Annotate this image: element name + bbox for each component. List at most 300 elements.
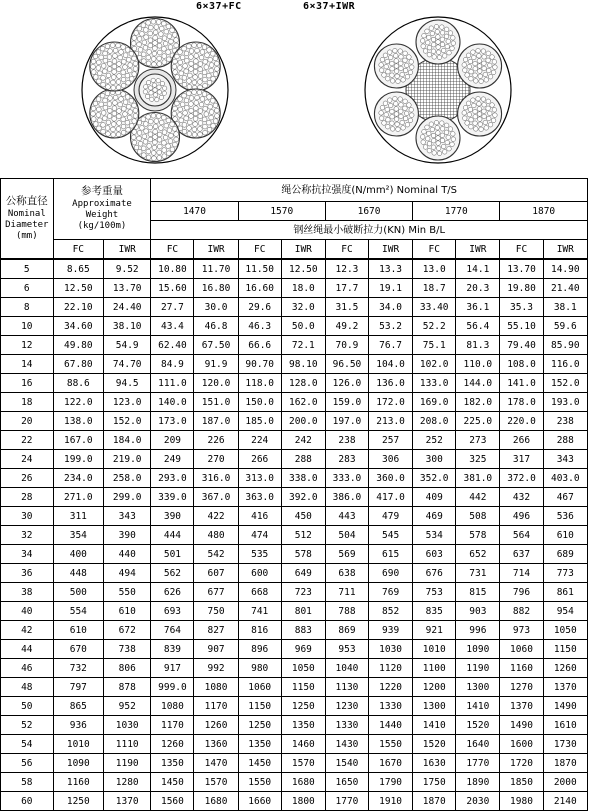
value-cell: 299.0: [104, 488, 151, 507]
strength-header: [151, 179, 588, 202]
value-cell: 9.52: [104, 259, 151, 279]
value-cell: 390: [151, 507, 194, 526]
value-cell: 1050: [543, 621, 587, 640]
value-cell: 1110: [104, 735, 151, 754]
value-cell: 504: [325, 526, 368, 545]
value-cell: 554: [53, 602, 103, 621]
value-cell: 670: [53, 640, 103, 659]
value-cell: 443: [325, 507, 368, 526]
value-cell: 288: [281, 450, 325, 469]
value-cell: 816: [238, 621, 281, 640]
iwr-figure-title: 6×37+IWR: [303, 1, 356, 12]
value-cell: 711: [325, 583, 368, 602]
value-cell: 213.0: [369, 412, 413, 431]
diameter-cell: 24: [1, 450, 54, 469]
value-cell: 32.0: [281, 298, 325, 317]
value-cell: 753: [413, 583, 456, 602]
grade-1570-fc-header: FC: [238, 240, 281, 260]
value-cell: 480: [194, 526, 238, 545]
strength-header-text: 绳公称抗拉强度(N/mm²) Nominal T/S: [281, 184, 458, 196]
value-cell: 182.0: [456, 393, 500, 412]
value-cell: 162.0: [281, 393, 325, 412]
value-cell: 306: [369, 450, 413, 469]
table-row: [1, 640, 588, 659]
table-row: [1, 659, 588, 678]
table-row: [1, 526, 588, 545]
value-cell: 1870: [413, 792, 456, 811]
strand-icon: [458, 92, 502, 136]
value-cell: 992: [194, 659, 238, 678]
value-cell: 1300: [456, 678, 500, 697]
value-cell: 1520: [413, 735, 456, 754]
value-cell: 75.1: [413, 336, 456, 355]
table-row: [1, 735, 588, 754]
value-cell: 225.0: [456, 412, 500, 431]
breaking-load-header-text: 钢丝绳最小破断拉力(KN) Min B/L: [293, 224, 446, 236]
value-cell: 74.70: [104, 355, 151, 374]
value-cell: 764: [151, 621, 194, 640]
value-cell: 13.70: [500, 259, 543, 279]
value-cell: 1350: [238, 735, 281, 754]
value-cell: 18.7: [413, 279, 456, 298]
table-row: [1, 279, 588, 298]
value-cell: 14.1: [456, 259, 500, 279]
value-cell: 1080: [151, 697, 194, 716]
value-cell: 34.0: [369, 298, 413, 317]
value-cell: 610: [104, 602, 151, 621]
value-cell: 773: [543, 564, 587, 583]
value-cell: 1120: [369, 659, 413, 678]
strand-icon: [374, 92, 418, 136]
diameter-cell: 18: [1, 393, 54, 412]
value-cell: 43.4: [151, 317, 194, 336]
value-cell: 94.5: [104, 374, 151, 393]
value-cell: 8.65: [53, 259, 103, 279]
value-cell: 333.0: [325, 469, 368, 488]
value-cell: 317: [500, 450, 543, 469]
value-cell: 607: [194, 564, 238, 583]
value-cell: 448: [53, 564, 103, 583]
value-cell: 98.10: [281, 355, 325, 374]
table-body: [1, 259, 588, 811]
value-cell: 300: [413, 450, 456, 469]
value-cell: 440: [104, 545, 151, 564]
diameter-cell: 14: [1, 355, 54, 374]
value-cell: 1260: [543, 659, 587, 678]
value-cell: 422: [194, 507, 238, 526]
weight-iwr-header: IWR: [104, 240, 151, 260]
value-cell: 732: [53, 659, 103, 678]
value-cell: 1440: [369, 716, 413, 735]
table-row: [1, 412, 588, 431]
value-cell: 1370: [500, 697, 543, 716]
grade-1770-fc-header: FC: [413, 240, 456, 260]
value-cell: 81.3: [456, 336, 500, 355]
diameter-header-cn: 公称直径: [5, 194, 48, 207]
value-cell: 839: [151, 640, 194, 659]
value-cell: 1520: [456, 716, 500, 735]
value-cell: 1660: [238, 792, 281, 811]
value-cell: 1790: [369, 773, 413, 792]
value-cell: 508: [456, 507, 500, 526]
value-cell: 1030: [104, 716, 151, 735]
value-cell: 16.60: [238, 279, 281, 298]
value-cell: 293.0: [151, 469, 194, 488]
value-cell: 360.0: [369, 469, 413, 488]
value-cell: 536: [543, 507, 587, 526]
value-cell: 13.3: [369, 259, 413, 279]
value-cell: 1410: [413, 716, 456, 735]
value-cell: 197.0: [325, 412, 368, 431]
value-cell: 496: [500, 507, 543, 526]
value-cell: 133.0: [413, 374, 456, 393]
weight-header: [53, 179, 151, 240]
value-cell: 55.10: [500, 317, 543, 336]
value-cell: 652: [456, 545, 500, 564]
value-cell: 996: [456, 621, 500, 640]
value-cell: 313.0: [238, 469, 281, 488]
value-cell: 1850: [500, 773, 543, 792]
value-cell: 1330: [369, 697, 413, 716]
value-cell: 1040: [325, 659, 368, 678]
value-cell: 22.10: [53, 298, 103, 317]
diameter-cell: 28: [1, 488, 54, 507]
diameter-cell: 30: [1, 507, 54, 526]
value-cell: 1170: [194, 697, 238, 716]
value-cell: 903: [456, 602, 500, 621]
value-cell: 469: [413, 507, 456, 526]
diameter-cell: 38: [1, 583, 54, 602]
value-cell: 24.40: [104, 298, 151, 317]
value-cell: 1330: [325, 716, 368, 735]
diameter-cell: 46: [1, 659, 54, 678]
breaking-load-table: [0, 178, 588, 811]
table-row: [1, 507, 588, 526]
value-cell: 1910: [369, 792, 413, 811]
value-cell: 72.1: [281, 336, 325, 355]
value-cell: 234.0: [53, 469, 103, 488]
value-cell: 116.0: [543, 355, 587, 374]
table-row: [1, 545, 588, 564]
value-cell: 1160: [500, 659, 543, 678]
value-cell: 70.9: [325, 336, 368, 355]
value-cell: 271.0: [53, 488, 103, 507]
value-cell: 88.6: [53, 374, 103, 393]
value-cell: 199.0: [53, 450, 103, 469]
value-cell: 1350: [151, 754, 194, 773]
value-cell: 444: [151, 526, 194, 545]
value-cell: 367.0: [194, 488, 238, 507]
value-cell: 564: [500, 526, 543, 545]
value-cell: 120.0: [194, 374, 238, 393]
value-cell: 1100: [413, 659, 456, 678]
value-cell: 193.0: [543, 393, 587, 412]
value-cell: 372.0: [500, 469, 543, 488]
value-cell: 432: [500, 488, 543, 507]
value-cell: 677: [194, 583, 238, 602]
diameter-cell: 40: [1, 602, 54, 621]
value-cell: 16.80: [194, 279, 238, 298]
value-cell: 896: [238, 640, 281, 659]
value-cell: 865: [53, 697, 103, 716]
value-cell: 316.0: [194, 469, 238, 488]
value-cell: 187.0: [194, 412, 238, 431]
value-cell: 542: [194, 545, 238, 564]
value-cell: 1680: [281, 773, 325, 792]
value-cell: 30.0: [194, 298, 238, 317]
value-cell: 224: [238, 431, 281, 450]
value-cell: 1680: [194, 792, 238, 811]
value-cell: 1150: [238, 697, 281, 716]
value-cell: 1410: [456, 697, 500, 716]
value-cell: 136.0: [369, 374, 413, 393]
value-cell: 1270: [500, 678, 543, 697]
value-cell: 91.9: [194, 355, 238, 374]
value-cell: 386.0: [325, 488, 368, 507]
grade-1470-iwr-header: IWR: [194, 240, 238, 260]
value-cell: 1370: [543, 678, 587, 697]
value-cell: 1720: [500, 754, 543, 773]
value-cell: 939: [369, 621, 413, 640]
value-cell: 1470: [194, 754, 238, 773]
value-cell: 1130: [325, 678, 368, 697]
value-cell: 363.0: [238, 488, 281, 507]
diameter-cell: 44: [1, 640, 54, 659]
value-cell: 67.80: [53, 355, 103, 374]
value-cell: 1630: [413, 754, 456, 773]
value-cell: 79.40: [500, 336, 543, 355]
value-cell: 238: [543, 412, 587, 431]
value-cell: 907: [194, 640, 238, 659]
value-cell: 512: [281, 526, 325, 545]
strand-icon: [90, 42, 139, 91]
value-cell: 173.0: [151, 412, 194, 431]
value-cell: 1200: [413, 678, 456, 697]
value-cell: 1010: [53, 735, 103, 754]
value-cell: 750: [194, 602, 238, 621]
value-cell: 714: [500, 564, 543, 583]
value-cell: 1570: [281, 754, 325, 773]
table-row: [1, 754, 588, 773]
grade-1570-iwr-header: IWR: [281, 240, 325, 260]
value-cell: 1080: [194, 678, 238, 697]
value-cell: 1450: [151, 773, 194, 792]
value-cell: 731: [456, 564, 500, 583]
rope-cross-section-fc-figure: [80, 15, 230, 165]
value-cell: 12.50: [53, 279, 103, 298]
value-cell: 741: [238, 602, 281, 621]
value-cell: 980: [238, 659, 281, 678]
value-cell: 325: [456, 450, 500, 469]
value-cell: 806: [104, 659, 151, 678]
value-cell: 1540: [325, 754, 368, 773]
value-cell: 723: [281, 583, 325, 602]
diameter-cell: 34: [1, 545, 54, 564]
value-cell: 936: [53, 716, 103, 735]
value-cell: 690: [369, 564, 413, 583]
value-cell: 12.3: [325, 259, 368, 279]
value-cell: 76.7: [369, 336, 413, 355]
value-cell: 878: [104, 678, 151, 697]
table-row: [1, 792, 588, 811]
value-cell: 352.0: [413, 469, 456, 488]
value-cell: 343: [104, 507, 151, 526]
diameter-cell: 16: [1, 374, 54, 393]
value-cell: 1800: [281, 792, 325, 811]
value-cell: 578: [281, 545, 325, 564]
value-cell: 311: [53, 507, 103, 526]
table-row: [1, 602, 588, 621]
value-cell: 258.0: [104, 469, 151, 488]
value-cell: 1460: [281, 735, 325, 754]
table-row: [1, 450, 588, 469]
value-cell: 797: [53, 678, 103, 697]
value-cell: 184.0: [104, 431, 151, 450]
weight-header-cn: 参考重量: [80, 185, 123, 197]
value-cell: 1010: [413, 640, 456, 659]
value-cell: 1370: [104, 792, 151, 811]
value-cell: 266: [238, 450, 281, 469]
diameter-cell: 42: [1, 621, 54, 640]
value-cell: 603: [413, 545, 456, 564]
value-cell: 1090: [53, 754, 103, 773]
table-row: [1, 431, 588, 450]
table-row: [1, 336, 588, 355]
value-cell: 392.0: [281, 488, 325, 507]
value-cell: 1450: [238, 754, 281, 773]
value-cell: 270: [194, 450, 238, 469]
value-cell: 15.60: [151, 279, 194, 298]
value-cell: 1160: [53, 773, 103, 792]
value-cell: 249: [151, 450, 194, 469]
value-cell: 1190: [456, 659, 500, 678]
value-cell: 409: [413, 488, 456, 507]
value-cell: 33.40: [413, 298, 456, 317]
value-cell: 27.7: [151, 298, 194, 317]
value-cell: 219.0: [104, 450, 151, 469]
value-cell: 1260: [151, 735, 194, 754]
grade-1870-iwr-header: IWR: [543, 240, 587, 260]
value-cell: 550: [104, 583, 151, 602]
value-cell: 273: [456, 431, 500, 450]
weight-header-en: Approximate Weight: [72, 199, 132, 220]
breaking-load-header: [151, 221, 588, 240]
value-cell: 104.0: [369, 355, 413, 374]
diameter-cell: 10: [1, 317, 54, 336]
value-cell: 637: [500, 545, 543, 564]
value-cell: 1090: [456, 640, 500, 659]
value-cell: 111.0: [151, 374, 194, 393]
value-cell: 14.90: [543, 259, 587, 279]
value-cell: 1150: [281, 678, 325, 697]
table-row: [1, 298, 588, 317]
value-cell: 49.80: [53, 336, 103, 355]
value-cell: 36.1: [456, 298, 500, 317]
value-cell: 474: [238, 526, 281, 545]
value-cell: 152.0: [543, 374, 587, 393]
value-cell: 545: [369, 526, 413, 545]
value-cell: 288: [543, 431, 587, 450]
strand-icon: [458, 44, 502, 88]
diameter-cell: 52: [1, 716, 54, 735]
value-cell: 953: [325, 640, 368, 659]
value-cell: 354: [53, 526, 103, 545]
value-cell: 62.40: [151, 336, 194, 355]
value-cell: 973: [500, 621, 543, 640]
value-cell: 1770: [325, 792, 368, 811]
value-cell: 85.90: [543, 336, 587, 355]
diameter-cell: 26: [1, 469, 54, 488]
value-cell: 252: [413, 431, 456, 450]
diameter-cell: 5: [1, 259, 54, 279]
value-cell: 381.0: [456, 469, 500, 488]
value-cell: 1360: [194, 735, 238, 754]
value-cell: 29.6: [238, 298, 281, 317]
value-cell: 1600: [500, 735, 543, 754]
weight-header-unit: (kg/100m): [77, 221, 127, 231]
value-cell: 569: [325, 545, 368, 564]
value-cell: 672: [104, 621, 151, 640]
value-cell: 140.0: [151, 393, 194, 412]
table-row: [1, 773, 588, 792]
value-cell: 56.4: [456, 317, 500, 336]
value-cell: 1730: [543, 735, 587, 754]
value-cell: 242: [281, 431, 325, 450]
value-cell: 13.0: [413, 259, 456, 279]
value-cell: 19.1: [369, 279, 413, 298]
value-cell: 59.6: [543, 317, 587, 336]
value-cell: 1980: [500, 792, 543, 811]
value-cell: 46.8: [194, 317, 238, 336]
value-cell: 283: [325, 450, 368, 469]
value-cell: 1430: [325, 735, 368, 754]
value-cell: 417.0: [369, 488, 413, 507]
table-row: [1, 393, 588, 412]
value-cell: 52.2: [413, 317, 456, 336]
value-cell: 1150: [543, 640, 587, 659]
grade-1870-fc-header: FC: [500, 240, 543, 260]
value-cell: 416: [238, 507, 281, 526]
diameter-header: [1, 179, 54, 260]
value-cell: 479: [369, 507, 413, 526]
grade-1670-fc-header: FC: [325, 240, 368, 260]
figure-titles: [0, 0, 592, 16]
value-cell: 668: [238, 583, 281, 602]
core-strand-icon: [139, 74, 171, 106]
value-cell: 400: [53, 545, 103, 564]
table-row: [1, 259, 588, 279]
value-cell: 835: [413, 602, 456, 621]
value-cell: 31.5: [325, 298, 368, 317]
value-cell: 801: [281, 602, 325, 621]
value-cell: 954: [543, 602, 587, 621]
value-cell: 209: [151, 431, 194, 450]
diameter-cell: 22: [1, 431, 54, 450]
value-cell: 96.50: [325, 355, 368, 374]
value-cell: 1030: [369, 640, 413, 659]
value-cell: 21.40: [543, 279, 587, 298]
value-cell: 90.70: [238, 355, 281, 374]
value-cell: 450: [281, 507, 325, 526]
value-cell: 917: [151, 659, 194, 678]
value-cell: 693: [151, 602, 194, 621]
value-cell: 172.0: [369, 393, 413, 412]
value-cell: 123.0: [104, 393, 151, 412]
diameter-cell: 60: [1, 792, 54, 811]
value-cell: 110.0: [456, 355, 500, 374]
value-cell: 1610: [543, 716, 587, 735]
value-cell: 11.50: [238, 259, 281, 279]
